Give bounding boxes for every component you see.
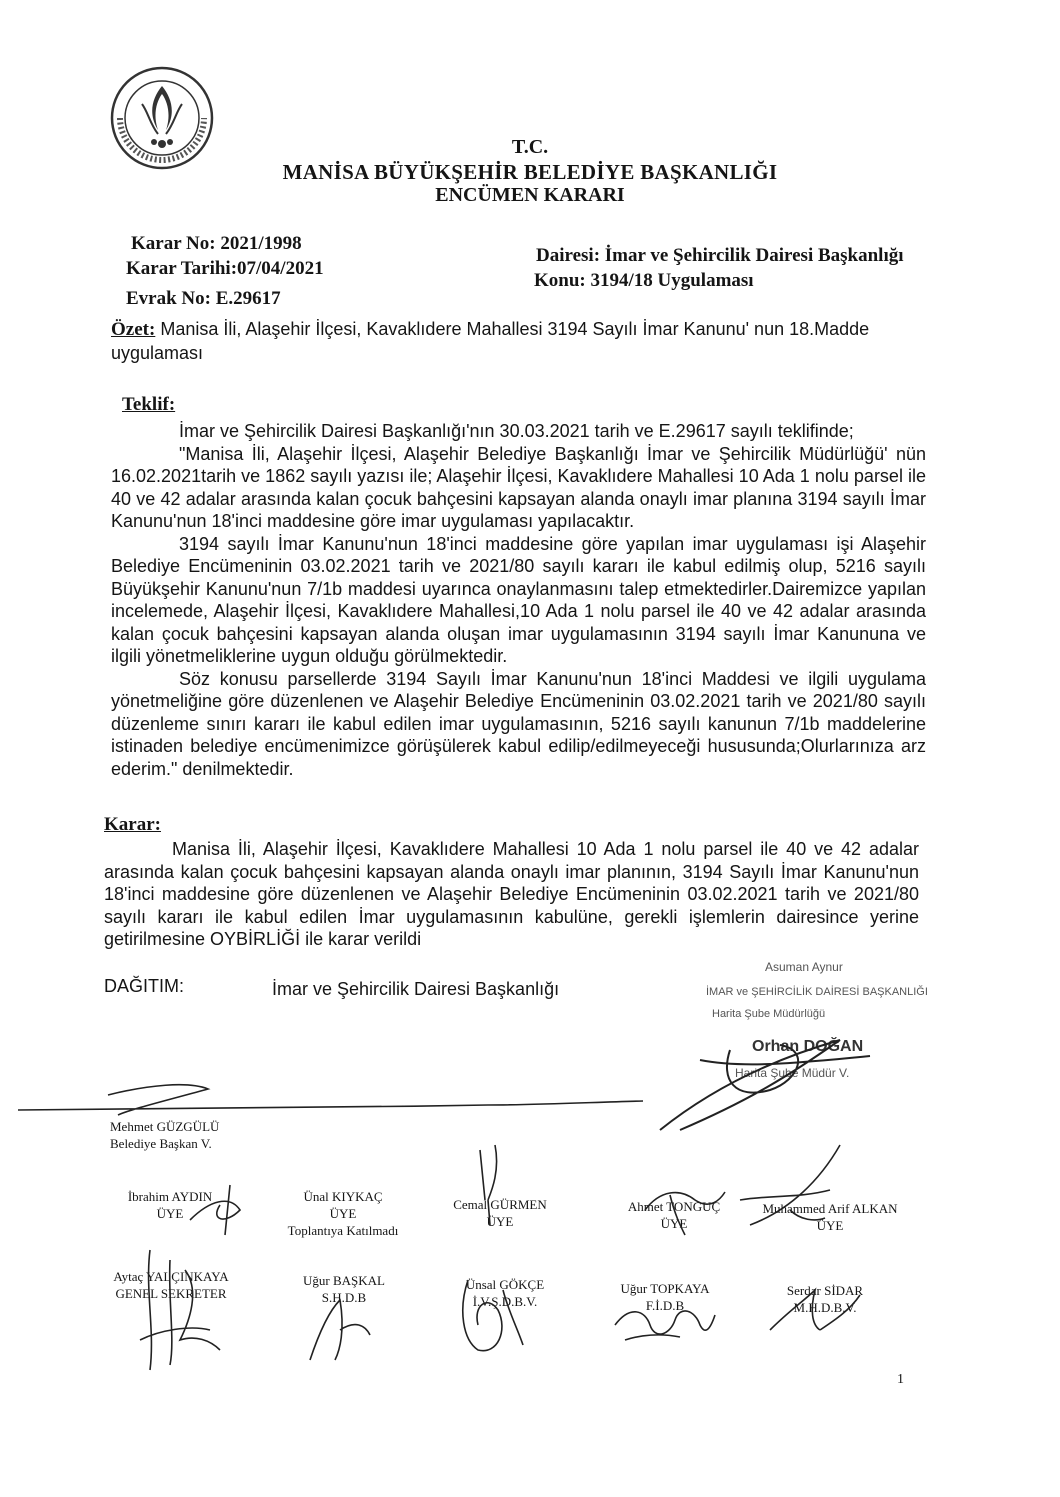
signatory-name: Ahmet TONGUÇ: [627, 1199, 721, 1214]
signatory-title: İ.V.Ş.D.B.V.: [472, 1294, 538, 1309]
decision-label: Karar:: [104, 814, 161, 835]
distribution-value: İmar ve Şehircilik Dairesi Başkanlığı: [272, 979, 560, 999]
signatory-name: İbrahim AYDIN: [127, 1189, 213, 1204]
signatory-name: Uğur TOPKAYA: [620, 1281, 710, 1296]
signature: [640, 1180, 730, 1240]
proposal-body: [111, 420, 926, 780]
signatory-name: Aytaç YALÇINKAYA: [113, 1269, 229, 1284]
stamp-signer-name: Orhan DOĞAN: [752, 1038, 864, 1055]
signatory-title: S.H.D.B: [321, 1290, 367, 1305]
document-type-heading: ENCÜMEN KARARI: [435, 184, 625, 206]
proposal-paragraph: "Manisa İli, Alaşehir İlçesi, Alaşehir Belediye Başkanlığı İmar ve Şehircilik Müdürlüğü' nün 16.02.2021tarih ve 1862 sayılı yazısı ile; Alaşehir İlçesi, Kavaklıdere Mahallesi 10 Ada 1 nolu parsel ile 40 ve 42 adalar arasında kalan çocuk bahçesini kapsayan alanda onaylı imar planına 3194 sayılı İmar Kanunu'nun 18'inci maddesine göre imar uygulaması yapılacaktır.: [111, 443, 926, 531]
signatory-title: ÜYE: [329, 1206, 357, 1221]
decision-number: Karar No: 2021/1998: [131, 233, 302, 254]
proposal-paragraph: İmar ve Şehircilik Dairesi Başkanlığı'nın 30.03.2021 tarih ve E.29617 sayılı teklifinde;: [179, 421, 854, 441]
document-number: Evrak No: E.29617: [126, 288, 281, 309]
decision-body: [104, 838, 919, 951]
department: Dairesi: İmar ve Şehircilik Dairesi Başkanlığı: [536, 245, 904, 266]
signatory-name: Serdar SİDAR: [786, 1283, 864, 1298]
signatory-note: Toplantıya Katılmadı: [287, 1223, 399, 1238]
stamp-department: İMAR ve ŞEHİRCİLİK DAİRESİ BAŞKANLIĞI: [706, 986, 928, 998]
institution-heading: MANİSA BÜYÜKŞEHİR BELEDİYE BAŞKANLIĞI: [282, 160, 778, 184]
proposal-paragraph: 3194 sayılı İmar Kanunu'nun 18'inci maddesine göre yapılan imar uygulaması işi Alaşehir Belediye Encümeninin 03.02.2021 tarih ve 2021/80 sayılı kararı ile kabul edilmiş olup, 5216 sayılı Büyükşehir Kanunu'nun 7/1b maddesi uyarınca onaylanmasını talep etmektedirler.Dairemizce yapılan incelemede, Alaşehir İlçesi, Kavaklıdere Mahallesi,10 Ada 1 nolu parsel ile 40 ve 42 adalar arasında kalan çocuk bahçesini kapsayan alanda oluşan imar uygulamasının 3194 sayılı İmar Kanununa ve ilgili yönetmeliklerine uygun olduğu görülmektedir.: [111, 533, 926, 666]
stamp-signer-title: Harita Şube Müdür V.: [735, 1066, 850, 1080]
signature: [180, 1180, 260, 1240]
subject: Konu: 3194/18 Uygulaması: [534, 270, 754, 291]
signatory-name: Uğur BAŞKAL: [303, 1273, 385, 1288]
signatory-name: Ünal KIYKAÇ: [303, 1189, 383, 1204]
stamp-signature: [640, 1020, 900, 1140]
page-number: 1: [897, 1372, 904, 1387]
summary: [111, 318, 931, 364]
signatory-name: Ünsal GÖKÇE: [465, 1277, 545, 1292]
signatory-title: GENEL SEKRETER: [115, 1286, 227, 1301]
decision-text: Manisa İli, Alaşehir İlçesi, Kavaklıdere Mahallesi 10 Ada 1 nolu parsel ile 40 ve 42 adalar arasında kalan çocuk bahçesini kapsayan alanda onaylı imar planının, 3194 Sayılı İmar Kanunu'nun 18'inci maddesine göre düzenlenen ve Alaşehir Belediye Encümeninin 03.02.2021 tarih ve 2021/80 sayılı kararı ile kabul edilen İmar uygulamasının kabulüne, gerekli işlemlerin dairesince yerine getirilmesine OYBİRLİĞİ ile karar verildi: [104, 839, 919, 949]
signatory-title: F.İ.D.B: [645, 1298, 685, 1313]
signature: [470, 1140, 530, 1230]
signatory-title: ÜYE: [486, 1214, 514, 1229]
distribution-label: DAĞITIM:: [104, 976, 184, 996]
signature: [448, 1270, 538, 1360]
stamp-unit: Harita Şube Müdürlüğü: [712, 1008, 826, 1020]
signatory-title: ÜYE: [156, 1206, 184, 1221]
proposal-label: Teklif:: [122, 394, 176, 415]
signatory-name: Muhammed Arif ALKAN: [762, 1201, 898, 1216]
signatory: [268, 1188, 418, 1239]
decision-date: Karar Tarihi:07/04/2021: [126, 258, 324, 279]
signatory-name: Cemal GÜRMEN: [453, 1197, 547, 1212]
proposal-paragraph: Söz konusu parsellerde 3194 Sayılı İmar Kanunu'nun 18'inci Maddesi ve ilgili uygulama yönetmeliğine göre düzenlenen ve Alaşehir Belediye Encümeninin 03.02.2021 tarih ve 2021/80 sayılı düzenleme sınırı kararı ile kabul edilen imar uygulamasının, 5216 sayılı kanunun 7/1b maddelerine istinaden belediye encümenimizce görüşülerek kabul edilip/edilmeyeceği hususunda;Olurlarınıza arz ederim." denilmektedir.: [111, 668, 926, 779]
signature: [730, 1140, 860, 1240]
signature: [300, 1290, 380, 1370]
summary-label: Özet:: [111, 319, 156, 340]
president-title: Belediye Başkan V.: [110, 1136, 212, 1151]
stamp-name: Asuman Aynur: [765, 960, 843, 974]
signatory-title: ÜYE: [660, 1216, 688, 1231]
signature: [130, 1240, 230, 1380]
signature: [760, 1280, 870, 1340]
signatory-title: ÜYE: [816, 1218, 844, 1233]
signatory-title: M.H.D.B.V.: [793, 1300, 857, 1315]
summary-text: Manisa İli, Alaşehir İlçesi, Kavaklıdere Mahallesi 3194 Sayılı İmar Kanunu' nun 18.Madde uygulaması: [111, 319, 870, 363]
tc-heading: T.C.: [511, 136, 549, 158]
president-name: Mehmet GÜZGÜLÜ: [110, 1119, 220, 1134]
signature: [610, 1285, 720, 1345]
